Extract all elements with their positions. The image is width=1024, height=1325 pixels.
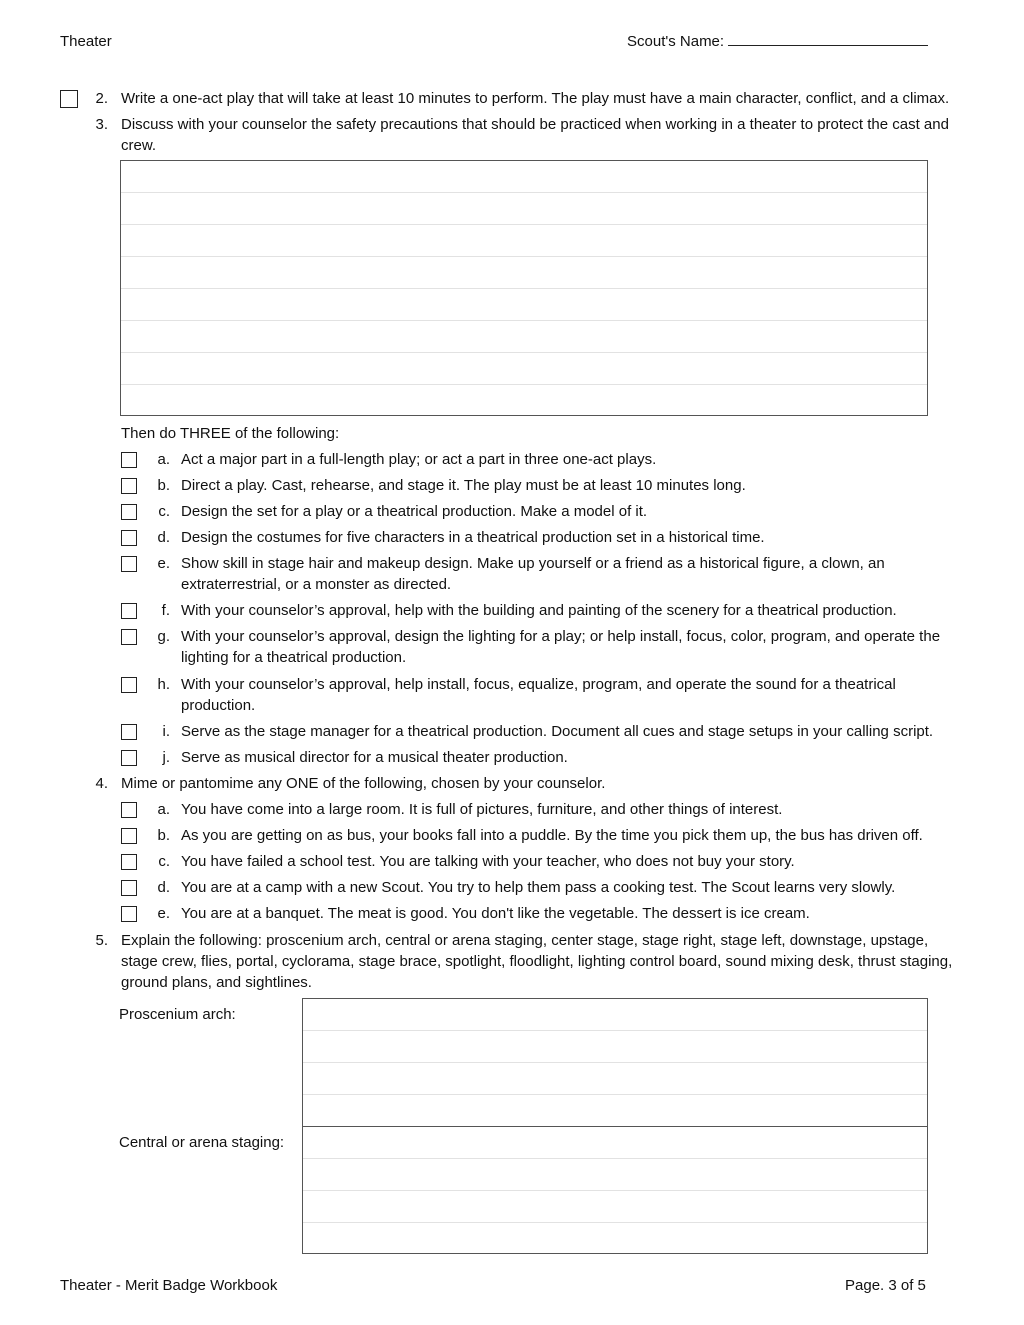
- answer-line: [303, 1030, 927, 1031]
- req4-option-d-checkbox[interactable]: [121, 880, 137, 896]
- req4-option-c-checkbox[interactable]: [121, 854, 137, 870]
- answer-line: [303, 1158, 927, 1159]
- answer-line: [121, 320, 927, 321]
- option-text: Act a major part in a full-length play; or act a part in three one-act plays.: [181, 451, 657, 468]
- req5-text-line2: stage crew, flies, portal, cyclorama, stage brace, spotlight, floodlight, lighting control board, sound mixing desk, thrust staging,: [121, 953, 953, 970]
- option-letter: d.: [157, 879, 170, 896]
- option-letter: i.: [162, 723, 170, 740]
- req4-option-e-checkbox[interactable]: [121, 906, 137, 922]
- option-text-continued: production.: [181, 697, 256, 714]
- req3-text-line1: Discuss with your counselor the safety precautions that should be practiced when working in a theater to protect the cast and: [121, 116, 949, 133]
- req3-answer-box[interactable]: [120, 160, 928, 416]
- req3-number: 3.: [95, 116, 108, 133]
- req3-option-j-checkbox[interactable]: [121, 750, 137, 766]
- option-letter: h.: [157, 676, 170, 693]
- req5-text-line1: Explain the following: proscenium arch, central or arena staging, center stage, stage right, stage left, downstage, upstage,: [121, 932, 929, 949]
- header-title: Theater: [60, 33, 112, 50]
- option-letter: f.: [161, 602, 170, 619]
- option-letter: c.: [158, 503, 170, 520]
- req2-number: 2.: [95, 90, 108, 107]
- answer-line: [303, 1062, 927, 1063]
- option-text: Show skill in stage hair and makeup design. Make up yourself or a friend as a historical figure, a clown, an: [181, 555, 885, 572]
- option-letter: e.: [157, 555, 170, 572]
- answer-line: [303, 1222, 927, 1223]
- req3-option-a-checkbox[interactable]: [121, 452, 137, 468]
- answer-line: [303, 1190, 927, 1191]
- req3-then-do: Then do THREE of the following:: [121, 425, 340, 442]
- option-text: You have failed a school test. You are talking with your teacher, who does not buy your story.: [181, 853, 795, 870]
- option-letter: d.: [157, 529, 170, 546]
- answer-line: [121, 352, 927, 353]
- req4-number: 4.: [95, 775, 108, 792]
- central-arena-staging-answer-box[interactable]: [302, 1126, 928, 1254]
- req4-text: Mime or pantomime any ONE of the following, chosen by your counselor.: [121, 775, 606, 792]
- footer-page-number: Page. 3 of 5: [845, 1277, 926, 1294]
- option-letter: c.: [158, 853, 170, 870]
- req4-option-b-checkbox[interactable]: [121, 828, 137, 844]
- scout-name-label: Scout's Name:: [627, 33, 725, 50]
- option-text: With your counselor’s approval, help with the building and painting of the scenery for a theatrical production.: [181, 602, 897, 619]
- answer-line: [121, 256, 927, 257]
- req3-option-e-checkbox[interactable]: [121, 556, 137, 572]
- option-text: With your counselor’s approval, help install, focus, equalize, program, and operate the sound for a theatrical: [181, 676, 896, 693]
- option-letter: b.: [157, 827, 170, 844]
- scout-name-field[interactable]: [627, 31, 928, 52]
- req5-number: 5.: [95, 932, 108, 949]
- option-letter: e.: [157, 905, 170, 922]
- req3-option-f-checkbox[interactable]: [121, 603, 137, 619]
- option-text: With your counselor’s approval, design the lighting for a play; or help install, focus, color, program, and operate the: [181, 628, 941, 645]
- term-label-central-arena-staging: Central or arena staging:: [119, 1134, 285, 1151]
- req3-option-h-checkbox[interactable]: [121, 677, 137, 693]
- option-text: Serve as musical director for a musical theater production.: [181, 749, 568, 766]
- proscenium-arch-answer-box[interactable]: [302, 998, 928, 1127]
- req5-text-line3: ground plans, and sightlines.: [121, 974, 312, 991]
- option-text: Serve as the stage manager for a theatrical production. Document all cues and stage setups in your calling script.: [181, 723, 934, 740]
- req2-text: Write a one-act play that will take at least 10 minutes to perform. The play must have a main character, conflict, and a climax.: [121, 90, 950, 107]
- req3-option-d-checkbox[interactable]: [121, 530, 137, 546]
- option-letter: j.: [162, 749, 170, 766]
- option-text: You have come into a large room. It is full of pictures, furniture, and other things of interest.: [181, 801, 783, 818]
- footer-title: Theater - Merit Badge Workbook: [60, 1277, 278, 1294]
- scout-name-line[interactable]: [728, 31, 928, 46]
- option-text: Direct a play. Cast, rehearse, and stage it. The play must be at least 10 minutes long.: [181, 477, 746, 494]
- option-text: As you are getting on as bus, your books fall into a puddle. By the time you pick them up, the bus has driven off.: [181, 827, 923, 844]
- req3-option-b-checkbox[interactable]: [121, 478, 137, 494]
- option-text: Design the set for a play or a theatrical production. Make a model of it.: [181, 503, 648, 520]
- answer-line: [303, 1094, 927, 1095]
- term-label-proscenium-arch: Proscenium arch:: [119, 1006, 236, 1023]
- answer-line: [121, 192, 927, 193]
- option-letter: a.: [157, 801, 170, 818]
- option-text-continued: extraterrestrial, or a monster as directed.: [181, 576, 452, 593]
- option-letter: a.: [157, 451, 170, 468]
- req2-checkbox[interactable]: [60, 90, 78, 108]
- option-text: You are at a banquet. The meat is good. You don't like the vegetable. The dessert is ice cream.: [181, 905, 810, 922]
- option-text-continued: lighting for a theatrical production.: [181, 649, 407, 666]
- option-text: Design the costumes for five characters in a theatrical production set in a historical time.: [181, 529, 765, 546]
- option-letter: g.: [157, 628, 170, 645]
- req4-option-a-checkbox[interactable]: [121, 802, 137, 818]
- req3-option-g-checkbox[interactable]: [121, 629, 137, 645]
- answer-line: [121, 224, 927, 225]
- req3-text-line2: crew.: [121, 137, 157, 154]
- option-text: You are at a camp with a new Scout. You try to help them pass a cooking test. The Scout learns very slowly.: [181, 879, 896, 896]
- req3-option-i-checkbox[interactable]: [121, 724, 137, 740]
- option-letter: b.: [157, 477, 170, 494]
- answer-line: [121, 288, 927, 289]
- req3-option-c-checkbox[interactable]: [121, 504, 137, 520]
- answer-line: [121, 384, 927, 385]
